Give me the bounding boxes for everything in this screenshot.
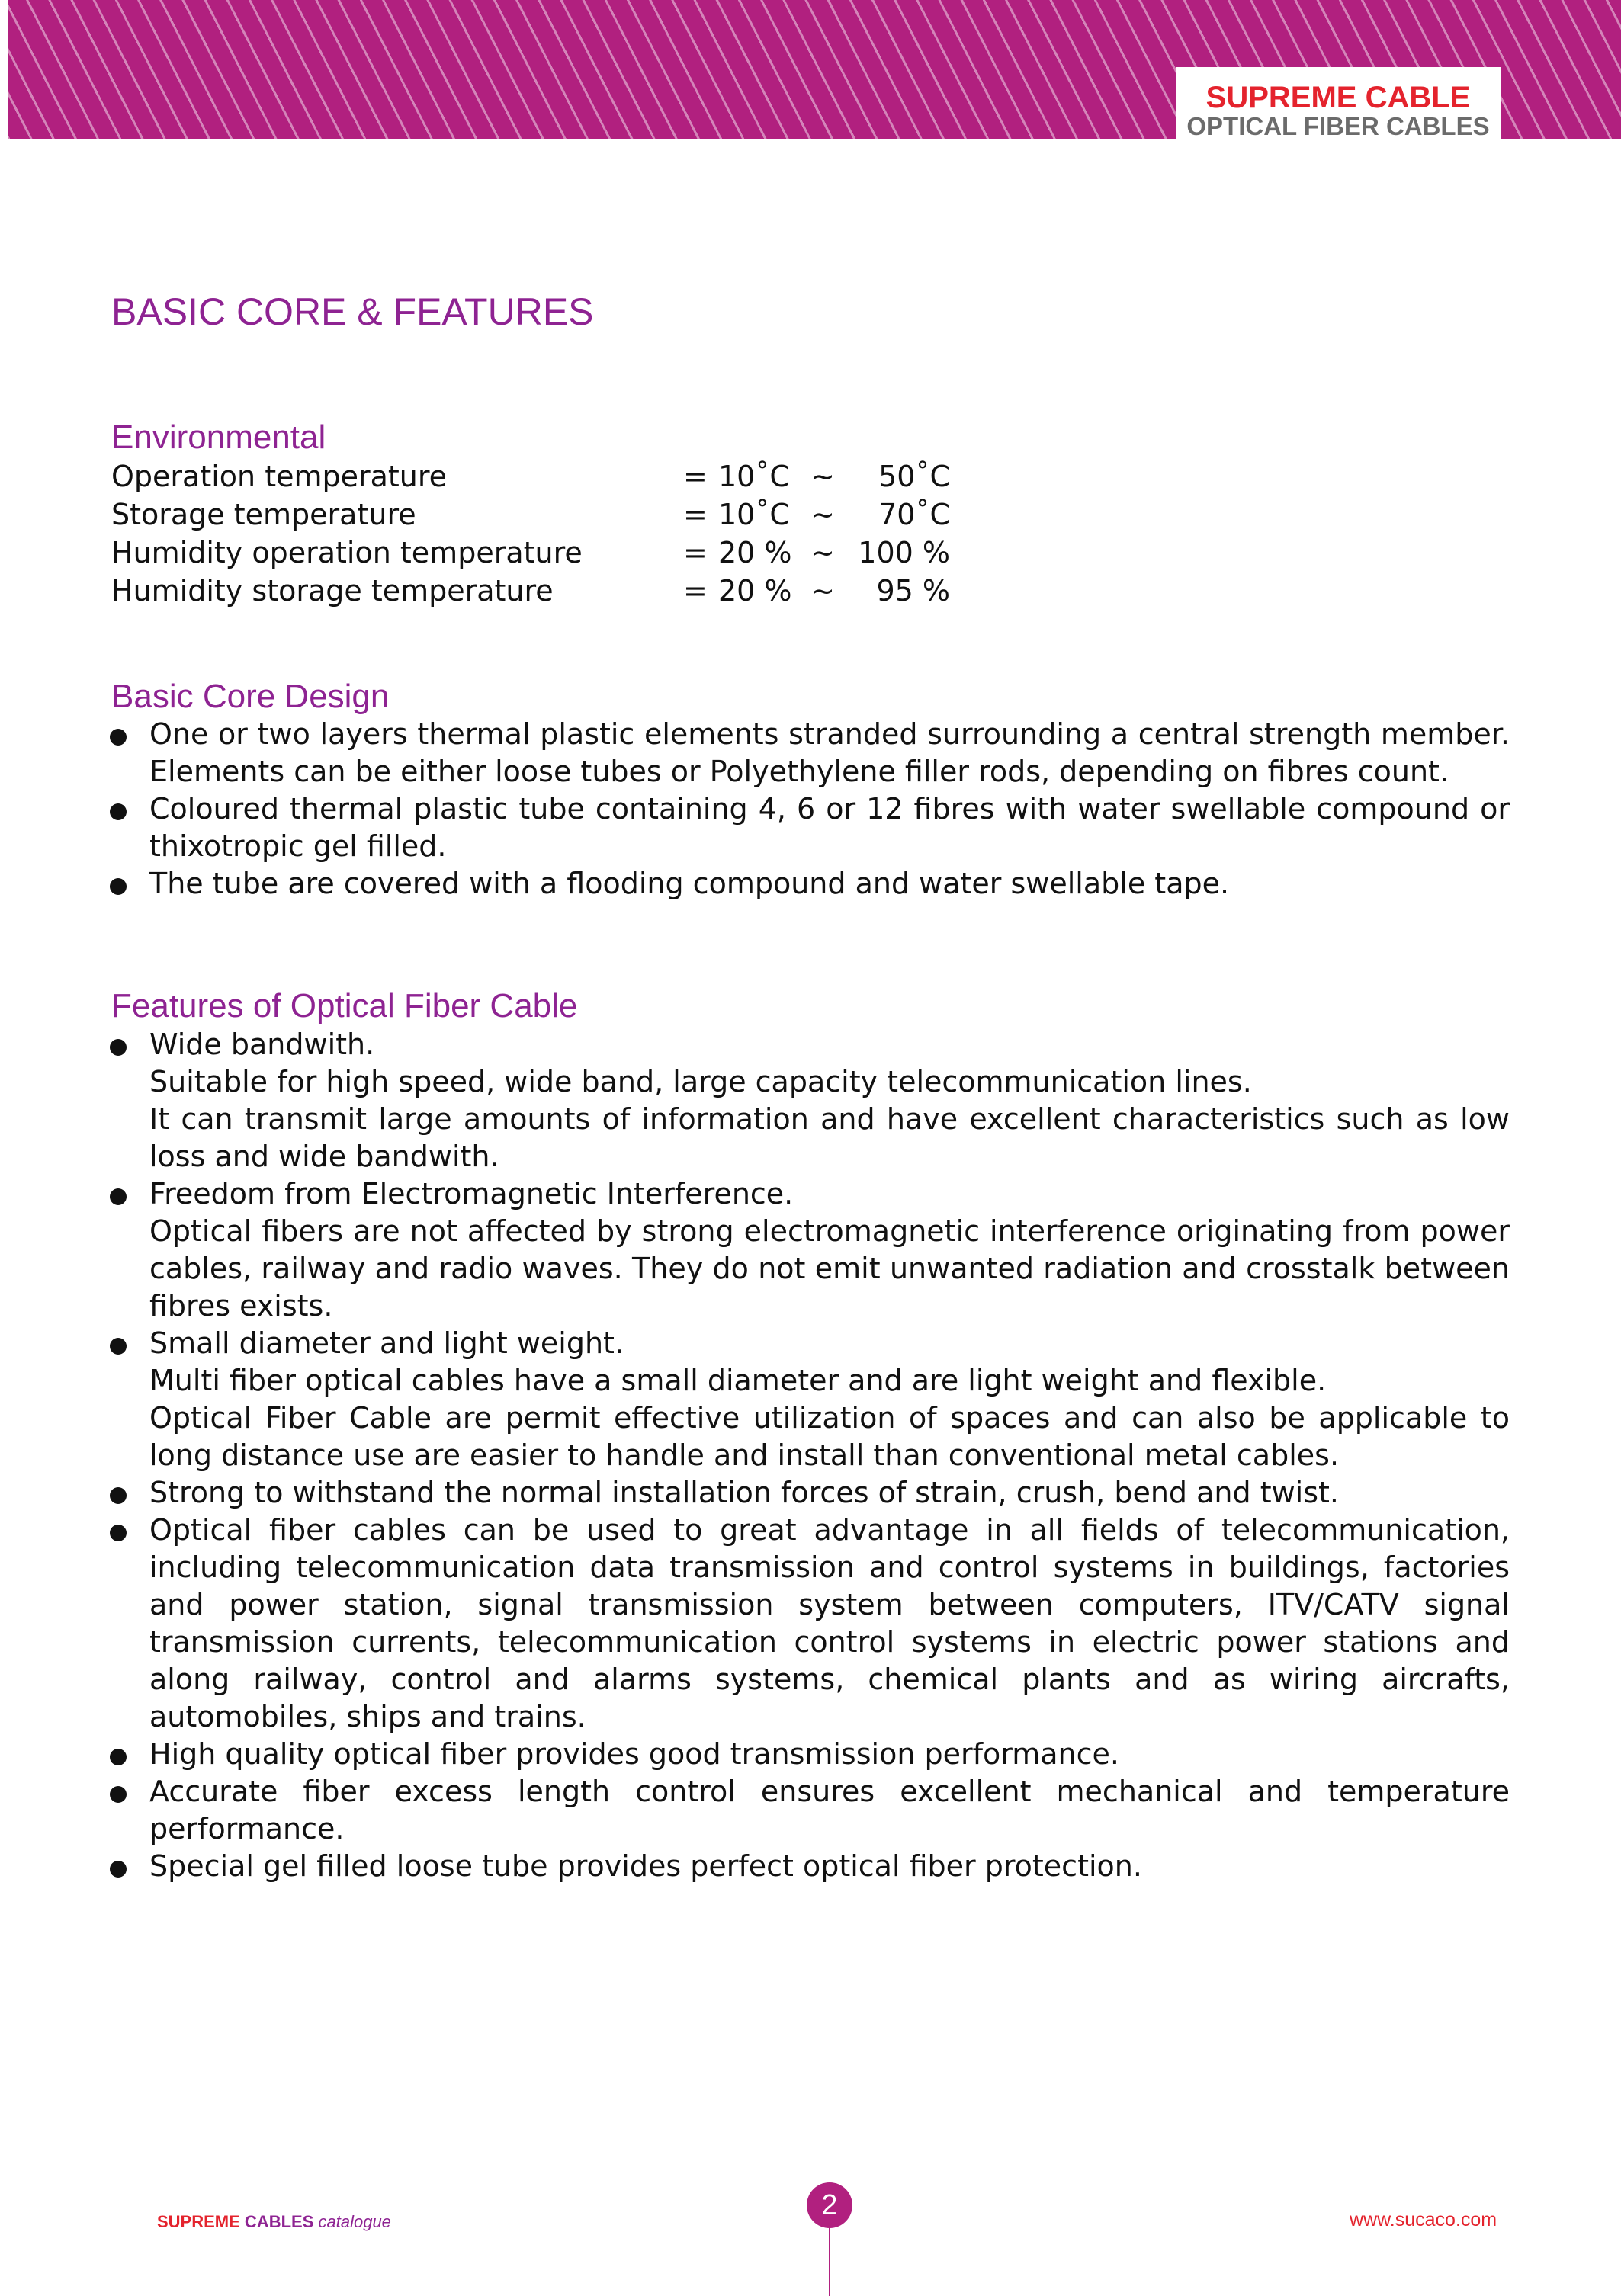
basic-core-list: [107, 716, 1510, 903]
env-equals: =: [683, 574, 708, 608]
bullet-icon: [110, 1749, 127, 1765]
env-max-value: 50˚C: [878, 460, 950, 493]
bullet-icon: [110, 803, 127, 820]
list-item: [107, 716, 1510, 790]
list-item: [107, 1026, 1510, 1175]
brand-subtitle: OPTICAL FIBER CABLES: [1186, 112, 1490, 140]
feature-detail: It can transmit large amounts of information and have excellent characteristics such as low loss and wide bandwith.: [149, 1102, 1510, 1173]
env-label: Humidity storage temperature: [111, 574, 554, 608]
list-item: [107, 865, 1510, 903]
feature-detail: Multi fiber optical cables have a small diameter and are light weight and flexible.: [149, 1364, 1327, 1397]
list-item-text: One or two layers thermal plastic elements stranded surrounding a central strength member. Elements can be either loose tubes or Polyethylene filler rods, depending on fibres count.: [149, 717, 1510, 788]
bullet-icon: [110, 1525, 127, 1541]
env-equals: =: [683, 536, 708, 569]
page-number: 2: [807, 2182, 852, 2228]
list-item: [107, 1773, 1510, 1848]
env-max-value: 95 %: [876, 574, 950, 608]
list-item: [107, 1512, 1510, 1736]
env-row: [111, 534, 950, 572]
feature-detail: Optical fibers are not affected by strong electromagnetic interference originating from power cables, railway and radio waves. They do not emit unwanted radiation and crosstalk between fibres exists.: [149, 1214, 1510, 1323]
env-range-separator: ~: [810, 536, 835, 569]
env-range-separator: ~: [810, 498, 835, 531]
brand-box: [1176, 67, 1501, 143]
list-item: [107, 1736, 1510, 1773]
list-item-text: The tube are covered with a flooding compound and water swellable tape.: [149, 867, 1230, 900]
feature-heading: High quality optical fiber provides good transmission performance.: [149, 1737, 1119, 1771]
feature-detail: Suitable for high speed, wide band, large capacity telecommunication lines.: [149, 1065, 1252, 1098]
environmental-title: Environmental: [111, 418, 326, 456]
env-min-value: 10˚C: [718, 498, 790, 531]
env-min-value: 20 %: [718, 574, 792, 608]
page-title: BASIC CORE & FEATURES: [111, 290, 594, 333]
env-range-separator: ~: [810, 460, 835, 493]
env-min-value: 20 %: [718, 536, 792, 569]
env-row: [111, 495, 950, 534]
env-equals: =: [683, 460, 708, 493]
features-list: [107, 1026, 1510, 1885]
list-item: [107, 1325, 1510, 1474]
footer-catalogue: catalogue: [318, 2212, 391, 2231]
env-label: Operation temperature: [111, 460, 448, 493]
bullet-icon: [110, 1338, 127, 1355]
footer-brand-purple: CABLES: [244, 2212, 314, 2231]
env-label: Storage temperature: [111, 498, 416, 531]
list-item: [107, 1175, 1510, 1325]
bullet-icon: [110, 1188, 127, 1205]
basic-core-title: Basic Core Design: [111, 678, 390, 715]
feature-heading: Small diameter and light weight.: [149, 1326, 624, 1360]
env-equals: =: [683, 498, 708, 531]
list-item: [107, 1848, 1510, 1885]
feature-heading: Accurate fiber excess length control ensures excellent mechanical and temperature performance.: [149, 1775, 1510, 1845]
page-number-line: [829, 2228, 830, 2296]
bullet-icon: [110, 1039, 127, 1056]
bullet-icon: [110, 729, 127, 746]
feature-heading: Optical fiber cables can be used to great advantage in all fields of telecommunication, including telecommunication data transmission and control systems in buildings, factories and power station, signal transmission system between computers, ITV/CATV signal transmission currents, telecommunication control systems in electric power stations and along railway, control and alarms systems, chemical plants and as wiring aircrafts, automobiles, ships and trains.: [149, 1513, 1510, 1733]
env-row: [111, 457, 950, 495]
env-row: [111, 572, 950, 610]
feature-heading: Freedom from Electromagnetic Interference.: [149, 1177, 794, 1211]
brand-name: SUPREME CABLE: [1205, 81, 1471, 114]
environmental-table: [111, 457, 950, 610]
footer-website-link[interactable]: www.sucaco.com: [1350, 2209, 1497, 2230]
feature-heading: Wide bandwith.: [149, 1028, 375, 1061]
bullet-icon: [110, 1487, 127, 1504]
feature-heading: Special gel filled loose tube provides perfect optical fiber protection.: [149, 1849, 1142, 1883]
footer-catalogue-label: [157, 2212, 391, 2232]
env-max-value: 70˚C: [878, 498, 950, 531]
list-item: [107, 1474, 1510, 1512]
feature-detail: Optical Fiber Cable are permit effective utilization of spaces and can also be applicable to long distance use are easier to handle and install than conventional metal cables.: [149, 1401, 1510, 1472]
list-item-text: Coloured thermal plastic tube containing 4, 6 or 12 fibres with water swellable compound or thixotropic gel filled.: [149, 792, 1510, 863]
bullet-icon: [110, 878, 127, 895]
list-item: [107, 790, 1510, 865]
bullet-icon: [110, 1861, 127, 1878]
footer-brand-red: SUPREME: [157, 2212, 240, 2231]
env-min-value: 10˚C: [718, 460, 790, 493]
features-title: Features of Optical Fiber Cable: [111, 987, 578, 1025]
env-label: Humidity operation temperature: [111, 536, 583, 569]
env-range-separator: ~: [810, 574, 835, 608]
env-max-value: 100 %: [858, 536, 950, 569]
bullet-icon: [110, 1786, 127, 1803]
feature-heading: Strong to withstand the normal installation forces of strain, crush, bend and twist.: [149, 1476, 1340, 1509]
